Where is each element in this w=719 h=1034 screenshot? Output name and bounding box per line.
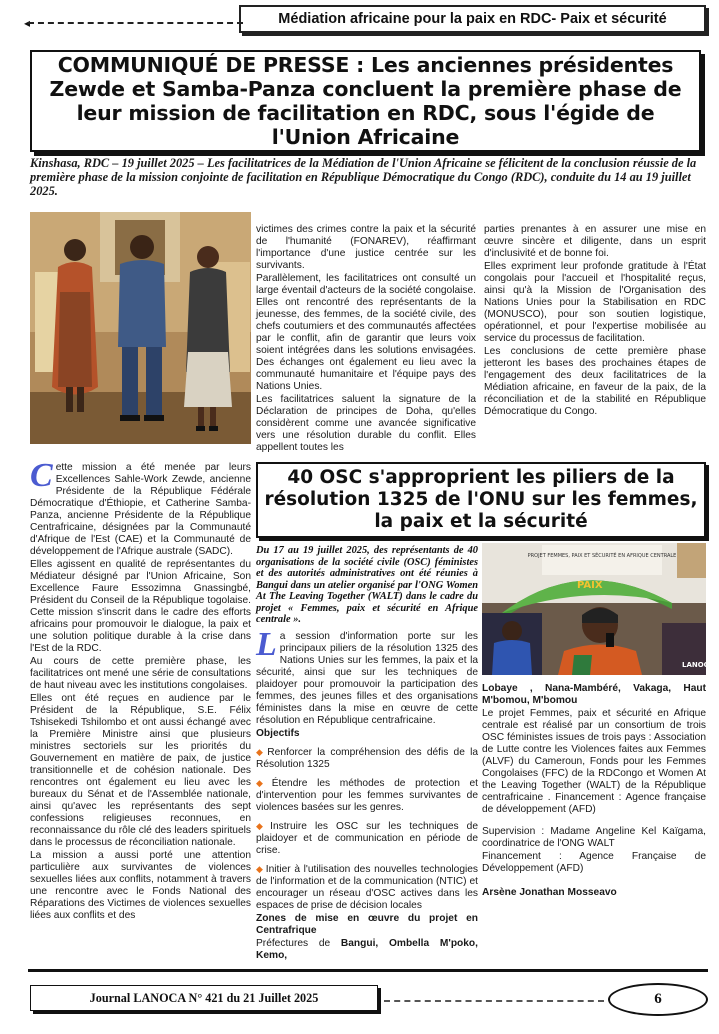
- project-text: Le projet Femmes, paix et sécurité en Afrique centrale est réalisé par un consortium de trois OSC féministes issues de trois pays : Association de Lutte contre les Violences faites aux Femmes (ALVF) du Cameroun, Fonds pour les Femmes Congolaises (FFC) de la RDCongo et Women At the Leaving Together (WALT) de la République centrafricaine . Financement : Agence française de développement (AFD): [482, 708, 706, 815]
- section-title: Médiation africaine pour la paix en RDC- Paix et sécurité: [278, 11, 667, 27]
- svg-text:PAIX: PAIX: [577, 580, 603, 591]
- zones-heading: Zones de mise en œuvre du projet en Centrafrique: [256, 913, 478, 936]
- bottom-rule: [28, 969, 708, 972]
- dropcap-l: L: [256, 626, 277, 663]
- article1-photo: [30, 212, 251, 444]
- objective-2: Étendre les méthodes de protection et d'intervention pour les femmes survivantes de violences basées sur les genres.: [256, 778, 479, 813]
- photo-banner-text: PROJET FEMMES, PAIX ET SÉCURITÉ EN AFRIQUE CENTRALE: [527, 553, 677, 559]
- journal-info: Journal LANOCA N° 421 du 21 Juillet 2025: [89, 990, 319, 1005]
- article2-intro: a session d'information porte sur les principaux piliers de la résolution 1325 des Nations Unies sur les femmes, la paix et la sécurité, ainsi que sur les techniques de plaidoyer pour promouvoir la participation des femmes, des jeunes filles et des organisations féministes dans la mise en œuvre de cette résolution en République centrafricaine.: [256, 631, 478, 726]
- diamond-bullet-icon: ◆: [256, 747, 266, 757]
- header-rule: [24, 16, 243, 30]
- article1-col2-p1: victimes des crimes contre la paix et la sécurité de l'humanité (FONAREV), réaffirmant l'importance d'une justice centrée sur les survivants.: [256, 224, 476, 271]
- zones-list-continued: Lobaye , Nana-Mambéré, Vakaga, Haut M'bomou, M'bomou: [482, 683, 706, 706]
- article1-col2-p3: Les facilitatrices saluent la signature de la Déclaration de principes de Doha, qu'elles considèrent comme une avancée significative vers une résolution durable du conflit. Elles appellent toutes les: [256, 394, 476, 453]
- objective-1: Renforcer la compréhension des défis de la Résolution 1325: [256, 747, 478, 770]
- article1-col3-p3: Les conclusions de cette première phase jetteront les bases des prochaines étapes de l'engagement des deux facilitatrices de la Médiation africaine, en faveur de la paix, de la réconciliation et de la stabilité en République Démocratique du Congo.: [484, 346, 706, 417]
- article1-col3-p2: Elles expriment leur profonde gratitude à l'État congolais pour l'accueil et l'hospitalité reçus, ainsi qu'à la Mission de l'Organisation des Nations Unies pour la Stabilisation en RDC (MONUSCO), pour son soutien logistique, opérationnel, et pour l'expertise mobilisée au service du processus de facilitation.: [484, 261, 706, 344]
- objectives-heading: Objectifs: [256, 728, 300, 739]
- objective-3: Instruire les OSC sur les techniques de plaidoyer et de communication en période de crise.: [256, 821, 478, 856]
- article1-column-1: [30, 457, 251, 923]
- article2-column-1: [256, 626, 479, 963]
- article1-column-2: [256, 224, 476, 455]
- article1-title: COMMUNIQUÉ DE PRESSE : Les anciennes présidentes Zewde et Samba-Panza concluent la première phase de leur mission de facilitation en RDC, sous l'égide de l'Union Africaine: [49, 53, 682, 149]
- footer-rule: [384, 1000, 604, 1002]
- article2-photo: [482, 543, 715, 675]
- article2-lead: Du 17 au 19 juillet 2025, des représentants de 40 organisations de la société civile (OSC) féministes et des autorités administratives ont été réunies à Bangui dans un atelier organisé par l'ONG Women At The Leaving Together (WALT) dans le cadre du projet « Femmes, paix et sécurité en Afrique centrale ».: [256, 545, 478, 625]
- article1-col1-p4: Elles ont été reçues en audience par le Président de la République, S.E. Félix Tshisekedi Tshilombo et ont aussi échangé avec la Première Ministre ainsi que plusieurs ministres sectoriels sur les priorités du Gouvernement en matière de paix, de justice transitionnelle et de cohésion nationale. Des rencontres ont également eu lieu avec les bureaux du Sénat et de l'Assemblée nationale, ainsi qu'avec les représentants des sept confessions religieuses reconnues, en reconnaissance du rôle clé des leaders spirituels dans le processus de réconciliation nationale.: [30, 693, 251, 848]
- article1-column-3: [484, 224, 706, 419]
- article1-col3-p1: parties prenantes à en assurer une mise en œuvre sincère et diligente, dans un esprit d'inclusivité et de bonne foi.: [484, 224, 706, 259]
- financement-text: Financement : Agence Française de Développement (AFD): [482, 851, 706, 874]
- photo-logo: LANOCA: [682, 661, 715, 669]
- objective-4: Initier à l'utilisation des nouvelles technologies de l'information et de la communication (NTIC) et encourager un réseau d'OSC actives dans les espaces de prise de décision locales: [256, 864, 479, 911]
- section-header: [239, 5, 706, 33]
- article2-title-box: [256, 462, 706, 538]
- article1-col1-p2: Elles agissent en qualité de représentantes du Médiateur désigné par l'Union Africaine, Son Excellence Faure Essozimna Gnassingbé, Président du Conseil de la République togolaise. Cette mission s'inscrit dans le cadre des efforts africains pour promouvoir le dialogue, la paix et une solution politique durable à la crise dans l'Est de la RDC.: [30, 559, 251, 654]
- page-number-oval: [608, 983, 708, 1016]
- article2-column-2: [482, 683, 706, 900]
- zones-list: Bangui, Ombella M'poko, Kemo,: [256, 938, 478, 961]
- author-byline: Arsène Jonathan Mosseavo: [482, 887, 617, 898]
- article1-title-box: [30, 50, 701, 152]
- article1-col1-p3: Au cours de cette première phase, les facilitatrices ont mené une série de consultations de haut niveau avec les institutions congolaises.: [30, 656, 251, 691]
- diamond-bullet-icon: ◆: [256, 778, 270, 788]
- article1-col1-p5: La mission a aussi porté une attention particulière aux survivantes de violences sexuelles liées aux conflits, notamment à travers une rencontre avec le Fonds National des Réparations des Victimes de violences sexuelles liées aux conflits et des: [30, 850, 251, 921]
- footer-journal-box: [30, 985, 378, 1011]
- diamond-bullet-icon: ◆: [256, 864, 264, 874]
- article2-title: 40 OSC s'approprient les piliers de la résolution 1325 de l'ONU sur les femmes, la paix et la sécurité: [264, 467, 698, 532]
- supervision-text: Supervision : Madame Angeline Kel Kaïgama, coordinatrice de l'ONG WALT: [482, 826, 706, 849]
- page-number: 6: [654, 991, 662, 1007]
- article1-col2-p2: Parallèlement, les facilitatrices ont consulté un large éventail d'acteurs de la société congolaise. Elles ont rencontré des représentants de la jeunesse, des femmes, de la société civile, des chefs coutumiers et des communautés affectées par le conflit, afin de garantir que leurs voix soient intégrées dans les solutions envisagées. Des échanges ont également eu lieu avec la communauté humanitaire et l'équipe pays des Nations Unies.: [256, 273, 476, 392]
- diamond-bullet-icon: ◆: [256, 821, 269, 831]
- arrow-left-icon: ◂: [24, 16, 31, 30]
- article1-lead: Kinshasa, RDC – 19 juillet 2025 – Les facilitatrices de la Médiation de l'Union Africaine se félicitent de la conclusion réussie de la première phase de la mission conjointe de facilitation en République Démocratique du Congo (RDC), conduite du 14 au 19 juillet 2025.: [30, 156, 697, 198]
- zones-prefix: Préfectures de: [256, 938, 341, 949]
- dropcap-c: C: [30, 457, 53, 494]
- article1-col1-p1: ette mission a été menée par leurs Excellences Sahle-Work Zewde, ancienne Présidente de la République Fédérale Démocratique d'Éthiopie, et Catherine Samba-Panza, ancienne Présidente de la République Centrafricaine, désignées par la Communauté d'Afrique de l'Est (CAE) et la Communauté de développement de l'Afrique australe (SADC).: [30, 462, 251, 557]
